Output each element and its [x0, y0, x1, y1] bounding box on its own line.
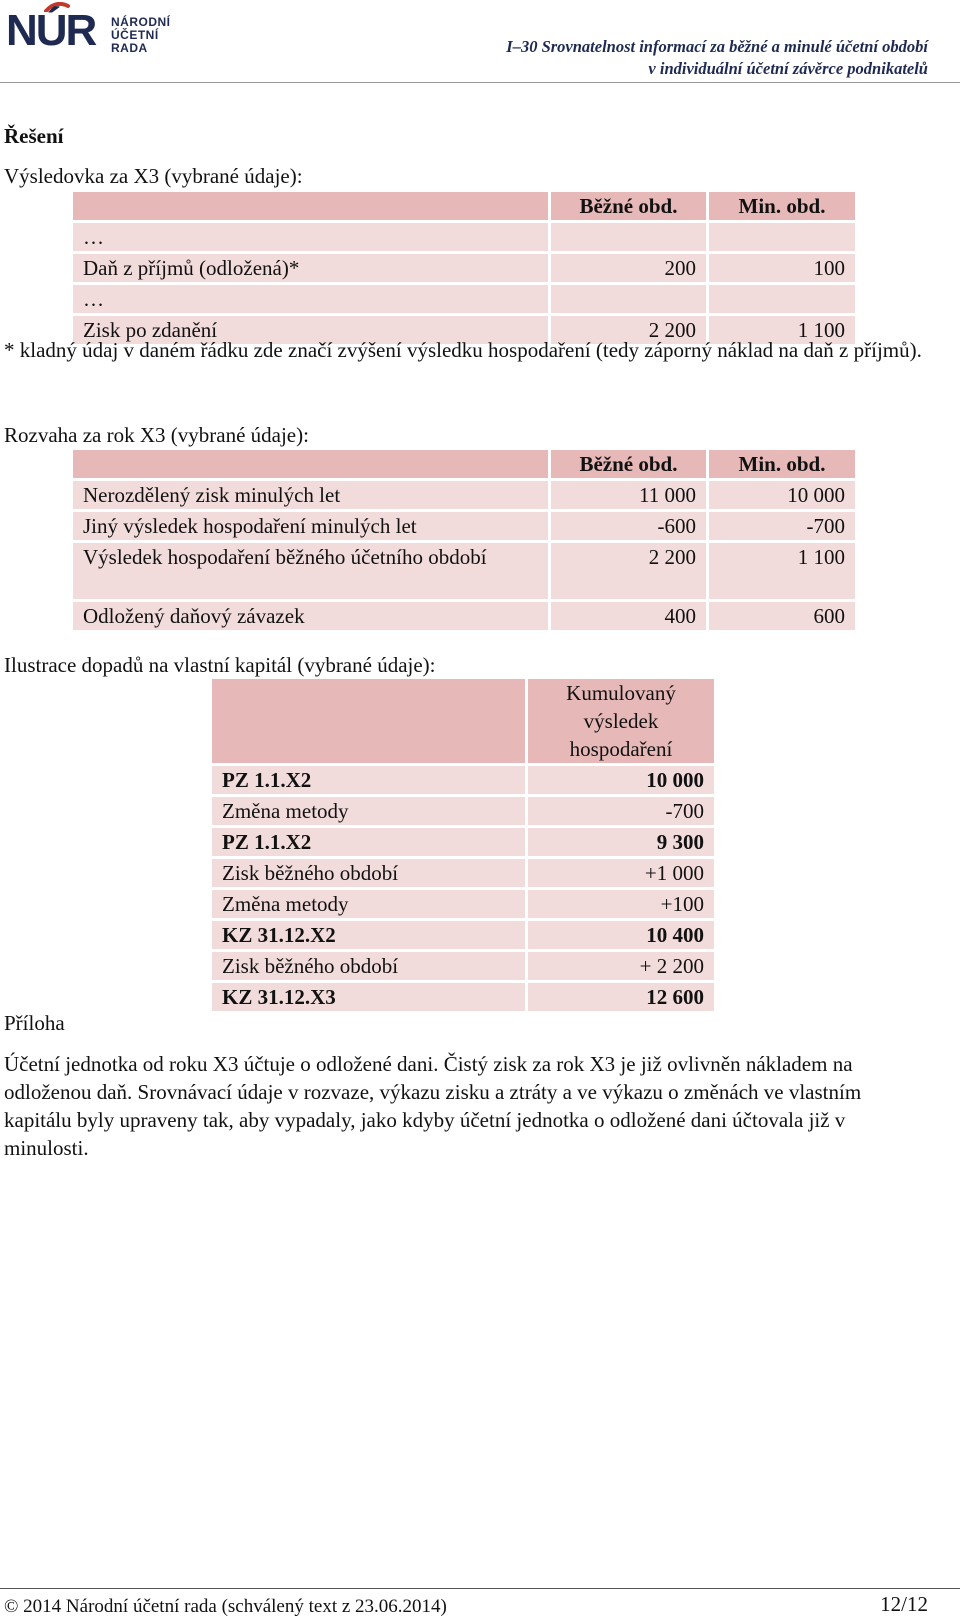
footer-divider [0, 1588, 960, 1589]
income-col-current: Běžné obd. [551, 192, 709, 223]
appendix-heading: Příloha [4, 1011, 65, 1035]
logo-subtitle: NÁRODNÍ ÚČETNÍ RADA [111, 15, 171, 55]
document-title-line2: v individuální účetní závěrce podnikatelů [648, 59, 928, 78]
balance-header-row [73, 450, 858, 481]
table-row: Jiný výsledek hospodaření minulých let -600 -700 [73, 512, 858, 543]
appendix-text: Účetní jednotka od roku X3 účtuje o odložené dani. Čistý zisk za rok X3 je již ovlivněn nákladem na odloženou daň. Srovnávací údaje v rozvaze, výkazu zisku a ztráty a ve výkazu o změnách ve vlastním kapitálu byly upraveny tak, aby vypadaly, jako kdyby účetní jednotka o odložené dani účtovala již v minulosti. [4, 1052, 862, 1160]
document-title [506, 36, 928, 80]
table-row: Daň z příjmů (odložená)* 200 100 [73, 254, 858, 285]
page-number: 12/12 [880, 1592, 928, 1616]
table-row: Výsledek hospodaření běžného účetního období 2 200 1 100 [73, 543, 858, 602]
table-row: KZ 31.12.X2 10 400 [212, 921, 717, 952]
equity-caption: Ilustrace dopadů na vlastní kapitál (vybrané údaje): [4, 653, 436, 677]
table-row: Zisk běžného období + 2 200 [212, 952, 717, 983]
table-row: Změna metody -700 [212, 797, 717, 828]
equity-table [212, 679, 717, 1014]
income-header-row [73, 192, 858, 223]
table-row: … [73, 223, 858, 254]
equity-col-header: Kumulovaný výsledek hospodaření [528, 679, 717, 766]
document-title-line1: I–30 Srovnatelnost informací za běžné a minulé účetní období [506, 37, 928, 56]
table-row: KZ 31.12.X3 12 600 [212, 983, 717, 1014]
table-row: PZ 1.1.X2 9 300 [212, 828, 717, 859]
income-caption: Výsledovka za X3 (vybrané údaje): [4, 164, 303, 188]
table-row: Nerozdělený zisk minulých let 11 000 10 000 [73, 481, 858, 512]
footer-copyright: © 2014 Národní účetní rada (schválený text z 23.06.2014) [4, 1596, 447, 1617]
table-row: Změna metody +100 [212, 890, 717, 921]
table-row: Zisk běžného období +1 000 [212, 859, 717, 890]
header-divider [0, 82, 960, 83]
balance-table [73, 450, 858, 633]
table-row: Zisk po zdanění 2 200 1 100 [73, 316, 858, 347]
table-row: Odložený daňový závazek 400 600 [73, 602, 858, 633]
balance-col-current: Běžné obd. [551, 450, 709, 481]
logo-letters: NÚR [6, 6, 96, 55]
balance-caption: Rozvaha za rok X3 (vybrané údaje): [4, 423, 309, 447]
balance-col-prior: Min. obd. [709, 450, 858, 481]
income-footnote: * kladný údaj v daném řádku zde značí zvýšení výsledku hospodaření (tedy záporný náklad na daň z příjmů). [4, 338, 922, 362]
table-row: … [73, 285, 858, 316]
income-col-prior: Min. obd. [709, 192, 858, 223]
section-heading: Řešení [4, 124, 64, 148]
income-table [73, 192, 858, 347]
equity-header-row [212, 679, 717, 766]
table-row: PZ 1.1.X2 10 000 [212, 766, 717, 797]
